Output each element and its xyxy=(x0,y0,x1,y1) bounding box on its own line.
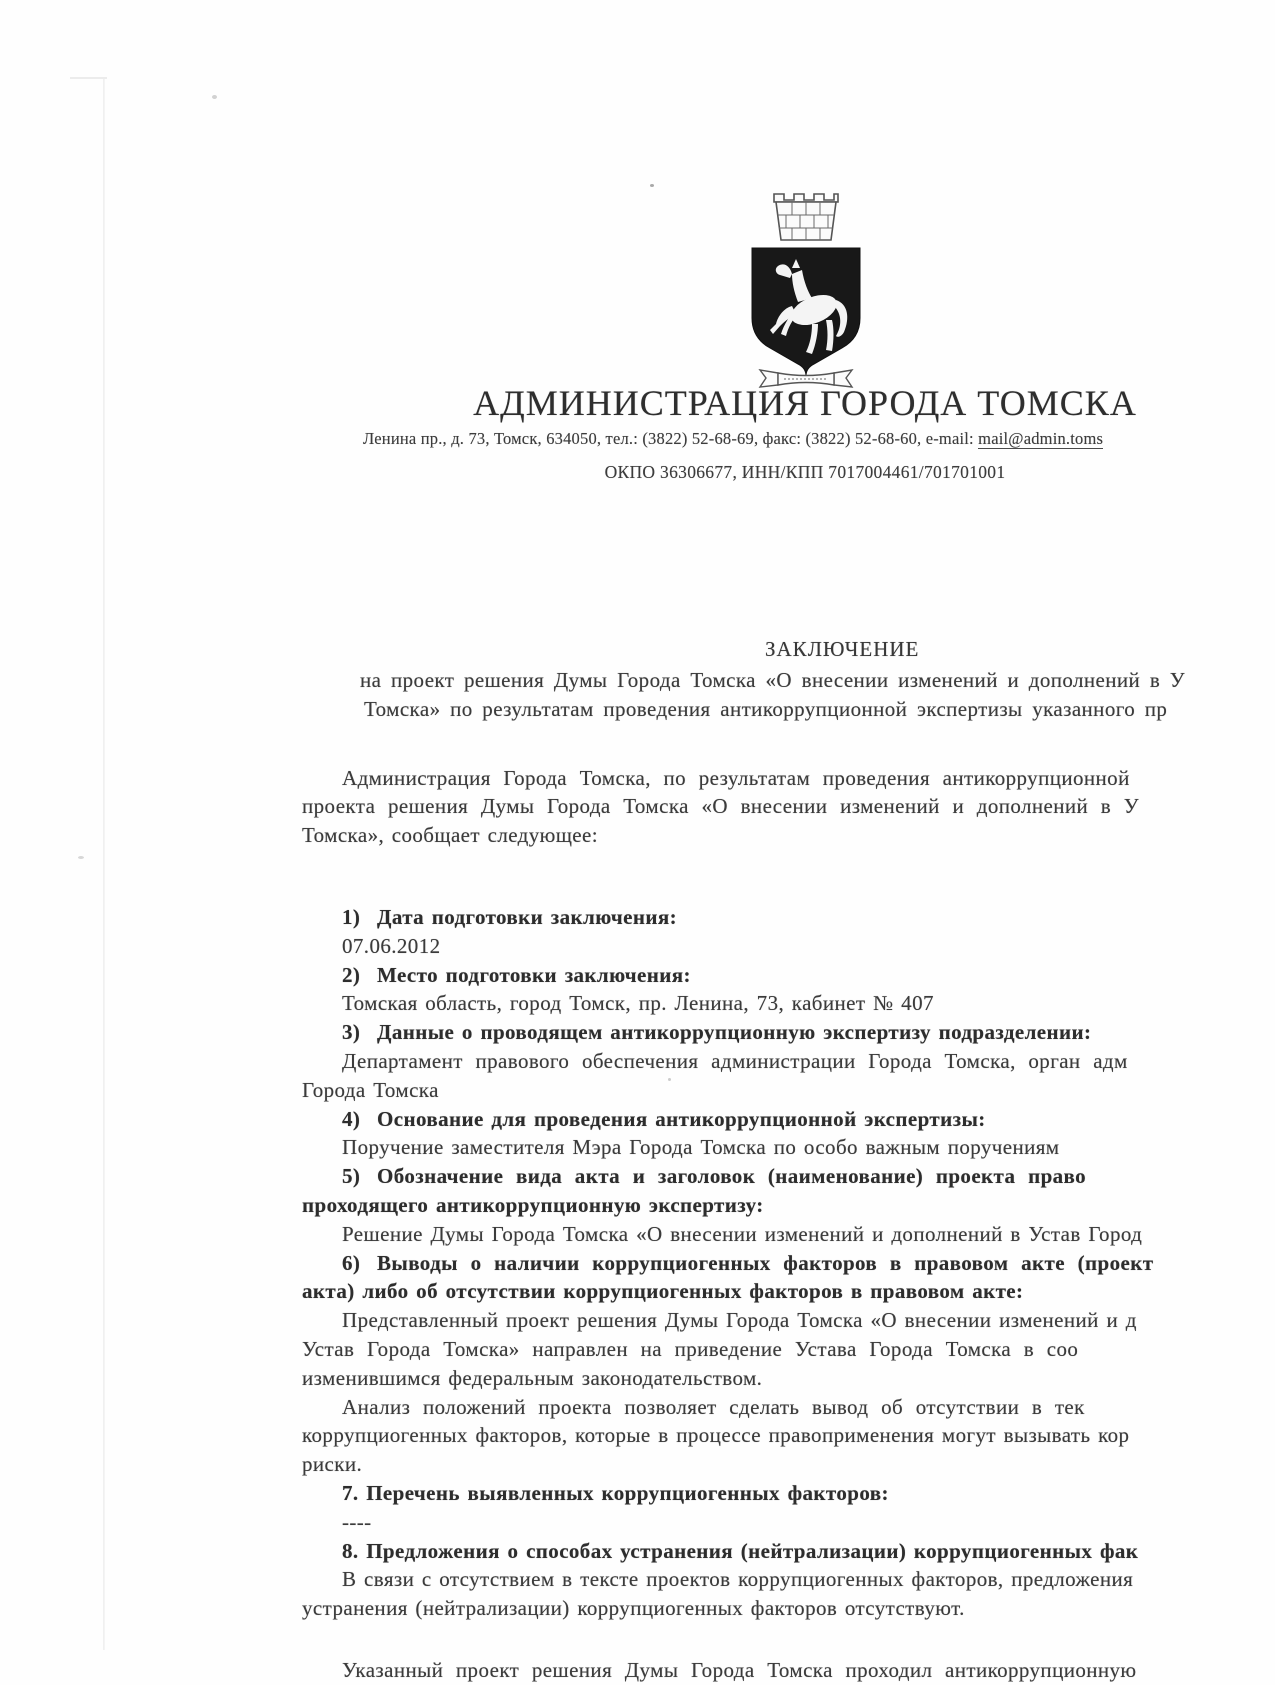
registration-codes: ОКПО 36306677, ИНН/КПП 7017004461/701701001 xyxy=(604,462,1006,482)
contact-line xyxy=(363,429,1103,449)
email-link: mail@admin.toms xyxy=(978,429,1104,448)
item-number: 5) xyxy=(342,1164,361,1189)
document-line: акта) либо об отсутствии коррупциогенных факторов в правовом акте: xyxy=(302,1279,1024,1304)
page-left-edge xyxy=(103,78,105,1650)
document-line: 7. Перечень выявленных коррупциогенных факторов: xyxy=(342,1480,889,1505)
item-number: 6) xyxy=(342,1250,361,1275)
paragraph-gap xyxy=(302,724,1275,764)
document-line: 07.06.2012 xyxy=(342,933,441,958)
scan-speck xyxy=(650,184,654,187)
document-line: устранения (нейтрализации) коррупциогенных факторов отсутствуют. xyxy=(302,1596,965,1621)
item-heading: Данные о проводящем антикоррупционную экспертизу подразделении: xyxy=(377,1020,1092,1045)
document-title: ЗАКЛЮЧЕНИЕ xyxy=(765,637,920,661)
item-number: 3) xyxy=(342,1020,361,1045)
document-line: Томская область, город Томск, пр. Ленина, 73, кабинет № 407 xyxy=(342,991,934,1016)
document-line: Поручение заместителя Мэра Города Томска по особо важным поручениям xyxy=(342,1135,1060,1160)
item-number: 1) xyxy=(342,904,361,929)
document-line: риски. xyxy=(302,1452,363,1477)
document-line xyxy=(302,961,1275,990)
document-line: Администрация Города Томска, по результатам проведения антикоррупционной xyxy=(342,765,1130,790)
document-lines xyxy=(302,764,1275,1685)
document-line: Указанный проект решения Думы Города Томска проходил антикоррупционную xyxy=(342,1657,1137,1682)
document-line: Представленный проект решения Думы Города Томска «О внесении изменений и д xyxy=(342,1308,1137,1333)
item-heading: Место подготовки заключения: xyxy=(377,962,691,987)
document-line xyxy=(302,1018,1275,1047)
item-heading: Выводы о наличии коррупциогенных факторов в правовом акте (проект xyxy=(377,1250,1154,1275)
document-line: Решение Думы Города Томска «О внесении изменений и дополнений в Устав Город xyxy=(342,1221,1143,1246)
document-line: проекта решения Думы Города Томска «О внесении изменений и дополнений в У xyxy=(302,794,1140,819)
scan-speck xyxy=(78,856,84,859)
item-heading: Дата подготовки заключения: xyxy=(377,904,677,929)
document-line: Томска», сообщает следующее: xyxy=(302,823,598,848)
organization-name: АДМИНИСТРАЦИЯ ГОРОДА ТОМСКА xyxy=(473,383,1137,423)
tomsk-coat-of-arms xyxy=(740,190,872,390)
item-heading: Обозначение вида акта и заголовок (наименование) проекта право xyxy=(377,1164,1087,1189)
document-line xyxy=(302,1162,1275,1191)
item-number: 2) xyxy=(342,962,361,987)
scan-speck xyxy=(212,95,217,99)
document-line xyxy=(302,1249,1275,1278)
document-line: 8. Предложения о способах устранения (нейтрализации) коррупциогенных фак xyxy=(342,1538,1139,1563)
document-body xyxy=(302,633,1275,1685)
document-subtitle-line: Томска» по результатам проведения антикоррупционной экспертизы указанного пр xyxy=(364,696,1168,721)
document-line: Устав Города Томска» направлен на приведение Устава Города Томска в соо xyxy=(302,1336,1079,1361)
document-line: В связи с отсутствием в тексте проектов коррупциогенных факторов, предложения xyxy=(342,1567,1134,1592)
document-line xyxy=(302,1105,1275,1134)
document-line: Города Томска xyxy=(302,1077,439,1102)
page-top-edge xyxy=(70,77,107,79)
document-line: ---- xyxy=(342,1509,372,1534)
mural-crown-icon xyxy=(774,194,838,240)
document-line: проходящего антикоррупционную экспертизу: xyxy=(302,1192,764,1217)
document-line: коррупциогенных факторов, которые в процессе правоприменения могут вызывать кор xyxy=(302,1423,1130,1448)
document-line: Департамент правового обеспечения администрации Города Томска, орган адм xyxy=(342,1048,1128,1073)
paragraph-gap xyxy=(302,850,1275,903)
document-line xyxy=(302,903,1275,932)
item-number: 4) xyxy=(342,1106,361,1131)
document-subtitle-line: на проект решения Думы Города Томска «О внесении изменений и дополнений в У xyxy=(360,668,1186,692)
document-line: изменившимся федеральным законодательством. xyxy=(302,1365,763,1390)
paragraph-gap xyxy=(302,1623,1275,1656)
address-text: Ленина пр., д. 73, Томск, 634050, тел.: (3822) 52-68-69, факс: (3822) 52-68-60, e-mail: xyxy=(363,429,979,448)
item-heading: Основание для проведения антикоррупционной экспертизы: xyxy=(377,1106,986,1131)
document-line: Анализ положений проекта позволяет сделать вывод об отсутствии в тек xyxy=(342,1394,1085,1419)
